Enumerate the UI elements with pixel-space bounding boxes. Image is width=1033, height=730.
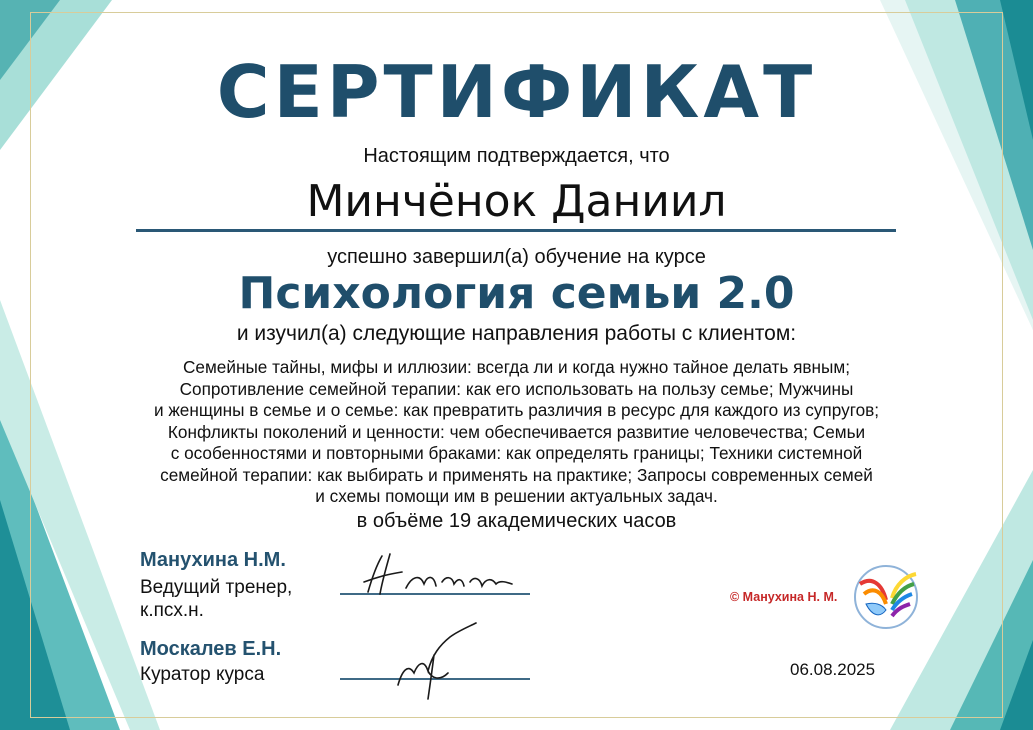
- topics-line: с особенностями и повторными браками: как определять границы; Техники системной: [170, 443, 863, 463]
- name-underline: [136, 229, 896, 232]
- topics-line: Конфликты поколений и ценности: чем обеспечивается развитие человечества; Семьи: [167, 421, 866, 442]
- topics-line: семейной терапии: как выбирать и применять на практике; Запросы современных семей: [160, 464, 873, 485]
- signatory-1-role: Ведущий тренер,: [140, 577, 293, 598]
- studied-text: и изучил(а) следующие направления работы с клиентом:: [236, 322, 797, 345]
- issue-date: 06.08.2025: [790, 660, 876, 679]
- topics-list: [0, 357, 1033, 508]
- signature-1-image: [350, 548, 525, 600]
- hours-text: в объёме 19 академических часов: [356, 510, 677, 532]
- signature-2-image: [388, 615, 488, 703]
- signatory-2-role: Куратор курса: [140, 664, 265, 685]
- recipient-name: Минчёнок Даниил: [306, 176, 727, 227]
- signatory-1-degree: к.псх.н.: [140, 600, 204, 621]
- topics-line: Сопротивление семейной терапии: как его использовать на пользу семье; Мужчины: [179, 378, 854, 399]
- copyright-text: © Манухина Н. М.: [730, 590, 838, 604]
- confirm-text: Настоящим подтверждается, что: [363, 145, 670, 167]
- topics-line: Семейные тайны, мифы и иллюзии: всегда ли и когда нужно тайное делать явным;: [183, 357, 850, 377]
- rainbow-butterfly-icon: [852, 564, 920, 630]
- signatory-1-name: Манухина Н.М.: [140, 549, 286, 571]
- completed-text: успешно завершил(а) обучение на курсе: [327, 246, 706, 268]
- certificate-title: СЕРТИФИКАТ: [216, 50, 817, 134]
- topics-line: и женщины в семье и о семье: как превратить различия в ресурс для каждого из супругов;: [153, 400, 880, 420]
- signatory-2-name: Москалев Е.Н.: [140, 638, 282, 660]
- course-name: Психология семьи 2.0: [238, 268, 795, 319]
- topics-line: и схемы помощи им в решении актуальных задач.: [315, 486, 718, 506]
